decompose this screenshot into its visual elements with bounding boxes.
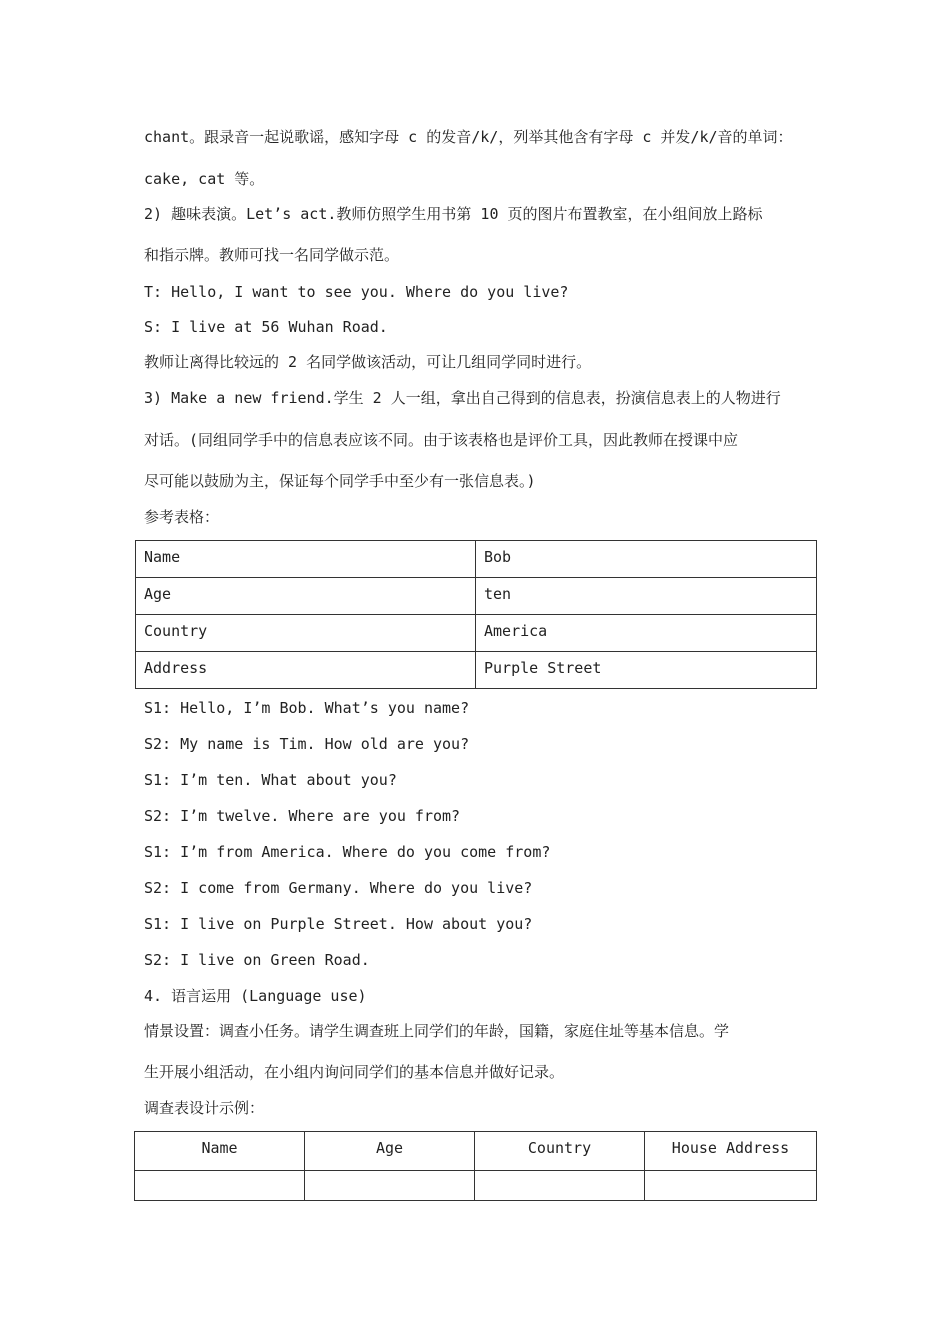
dialogue-line: S1: I’m ten. What about you?	[144, 771, 397, 789]
column-header: Name	[135, 1132, 305, 1171]
info-table	[135, 540, 817, 689]
paragraph-activity-note: 教师让离得比较远的 2 名同学做该活动，可让几组同学同时进行。	[144, 353, 592, 371]
column-header: House Address	[645, 1132, 817, 1171]
info-key-cell: Address	[136, 652, 476, 689]
table-row	[136, 615, 817, 652]
scene-line1: 情景设置：调查小任务。请学生调查班上同学们的年龄，国籍，家庭住址等基本信息。学	[144, 1022, 730, 1040]
paragraph-act-line1: 2) 趣味表演。Let’s act.教师仿照学生用书第 10 页的图片布置教室，在小组间放上路标	[144, 205, 763, 223]
table-row	[136, 652, 817, 689]
dialogue-line: S2: My name is Tim. How old are you?	[144, 735, 470, 753]
dialogue-line: S1: Hello, I’m Bob. What’s you name?	[144, 699, 470, 717]
dialogue-line: S2: I’m twelve. Where are you from?	[144, 807, 461, 825]
paragraph-act-line2: 和指示牌。教师可找一名同学做示范。	[144, 246, 400, 264]
info-key-cell: Name	[136, 541, 476, 578]
info-value-cell: ten	[476, 578, 817, 615]
dialogue-line: S1: I live on Purple Street. How about you?	[144, 915, 533, 933]
survey-table-label: 调查表设计示例：	[144, 1099, 265, 1117]
info-key-cell: Age	[136, 578, 476, 615]
info-value-cell: Bob	[476, 541, 817, 578]
dialogue-line: S1: I’m from America. Where do you come from?	[144, 843, 551, 861]
info-key-cell: Country	[136, 615, 476, 652]
info-value-cell: Purple Street	[476, 652, 817, 689]
scene-line2: 生开展小组活动，在小组内询问同学们的基本信息并做好记录。	[144, 1063, 565, 1081]
table-row	[136, 541, 817, 578]
paragraph-chant-line2: cake, cat 等。	[144, 170, 265, 188]
table-row	[136, 578, 817, 615]
paragraph-friend-line1: 3) Make a new friend.学生 2 人一组，拿出自己得到的信息表，扮演信息表上的人物进行	[144, 389, 781, 407]
empty-cell	[475, 1171, 645, 1201]
teacher-line: T: Hello, I want to see you. Where do you live?	[144, 283, 569, 301]
column-header: Country	[475, 1132, 645, 1171]
info-value-cell: America	[476, 615, 817, 652]
paragraph-friend-line3: 尽可能以鼓励为主，保证每个同学手中至少有一张信息表。)	[144, 472, 536, 490]
empty-cell	[645, 1171, 817, 1201]
section-heading: 4. 语言运用 (Language use)	[144, 987, 367, 1005]
paragraph-friend-line2: 对话。(同组同学手中的信息表应该不同。由于该表格也是评价工具，因此教师在授课中应	[144, 431, 739, 449]
table-header-row	[135, 1132, 817, 1171]
column-header: Age	[305, 1132, 475, 1171]
survey-table	[134, 1131, 817, 1201]
table-row	[135, 1171, 817, 1201]
dialogue-line: S2: I live on Green Road.	[144, 951, 370, 969]
reference-table-label: 参考表格：	[144, 508, 220, 526]
empty-cell	[305, 1171, 475, 1201]
student-line: S: I live at 56 Wuhan Road.	[144, 318, 388, 336]
paragraph-chant-line1: chant。跟录音一起说歌谣，感知字母 c 的发音/k/，列举其他含有字母 c 并发/k/音的单词：	[144, 128, 793, 146]
dialogue-line: S2: I come from Germany. Where do you live?	[144, 879, 533, 897]
empty-cell	[135, 1171, 305, 1201]
